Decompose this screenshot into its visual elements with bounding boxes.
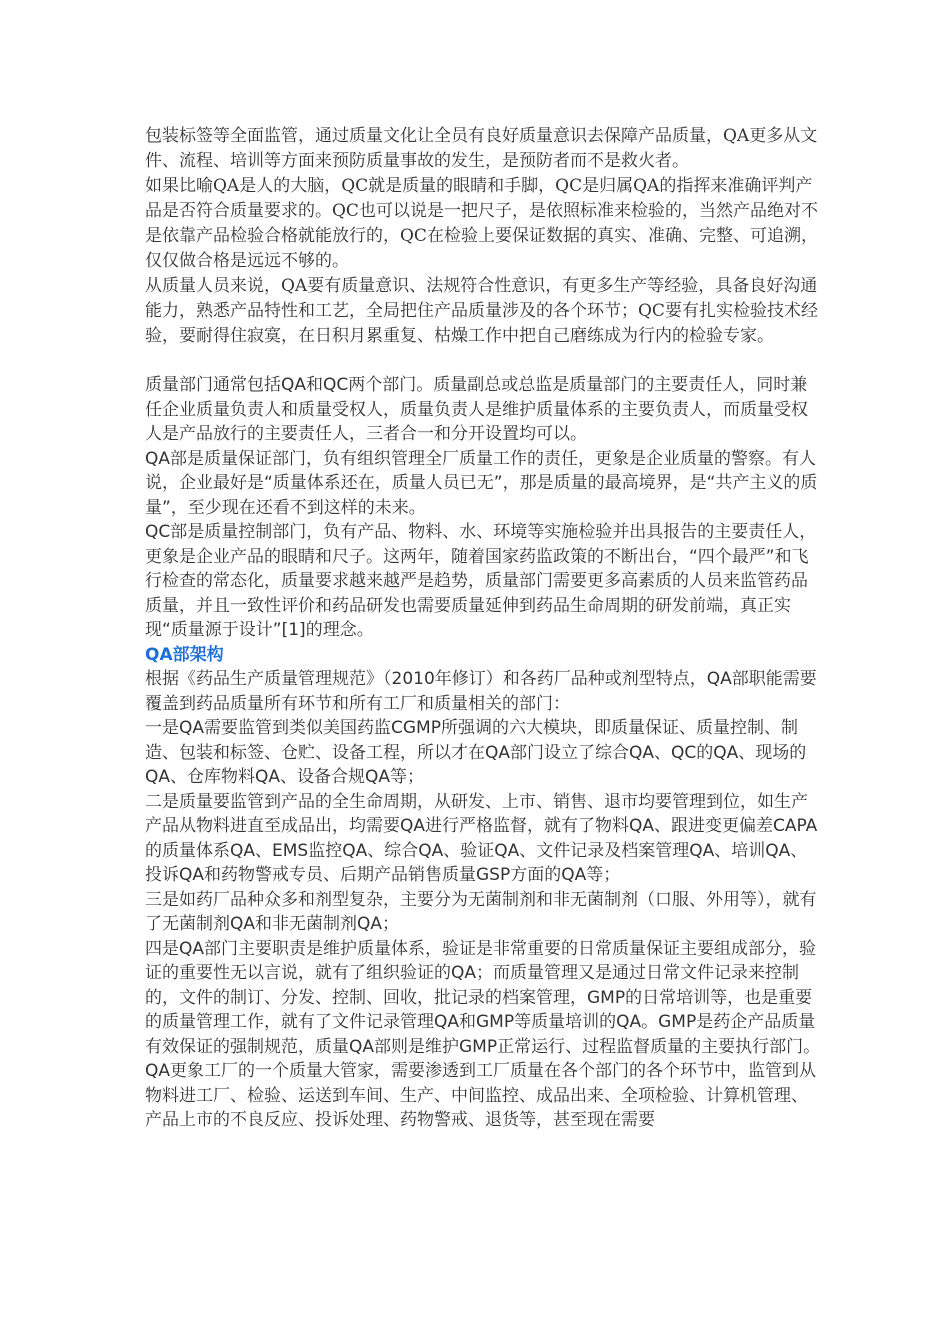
- departments-paragraph-1: 质量部门通常包括QA和QC两个部门。质量副总或总监是质量部门的主要责任人，同时兼任企业质量负责人和质量受权人，质量负责人是维护质量体系的主要负责人，而质量受权人是产品放行的主要责任人，三者合一和分开设置均可以。: [145, 375, 808, 444]
- intro-paragraph-2: 如果比喻QA是人的大脑，QC就是质量的眼睛和手脚，QC是归属QA的指挥来准确评判产品是否符合质量要求的。QC也可以说是一把尺子，是依照标准来检验的，当然产品绝对不是依靠产品检验合格就能放行的，QC在检验上要保证数据的真实、准确、完整、可追溯，仅仅做合格是远远不够的。: [145, 176, 818, 271]
- qa-paragraph-1: 根据《药品生产质量管理规范》（2010年修订）和各药厂品种或剂型特点，QA部职能需要覆盖到药品质量所有环节和所有工厂和质量相关的部门：: [145, 669, 817, 714]
- qa-structure-section: [145, 643, 822, 1133]
- qa-paragraph-4: 三是如药厂品种众多和剂型复杂，主要分为无菌制剂和非无菌制剂（口服、外用等），就有了无菌制剂QA和非无菌制剂QA；: [145, 889, 817, 934]
- departments-paragraph-2: QA部是质量保证部门，负有组织管理全厂质量工作的责任，更象是企业质量的警察。有人说，企业最好是“质量体系还在，质量人员已无”，那是质量的最高境界，是“共产主义的质量”，至少现在还看不到这样的未来。: [145, 448, 818, 518]
- qa-paragraph-6: QA更象工厂的一个质量大管家，需要渗透到工厂质量在各个部门的各个环节中，监管到从物料进工厂、检验、运送到车间、生产、中间监控、成品出来、全项检验、计算机管理、产品上市的不良反应、投诉处理、药物警戒、退货等，甚至现在需要: [145, 1061, 817, 1130]
- intro-paragraph-1: 包装标签等全面监管，通过质量文化让全员有良好质量意识去保障产品质量，QA更多从文件、流程、培训等方面来预防质量事故的发生，是预防者而不是救火者。: [145, 126, 818, 171]
- section-gap: [145, 349, 822, 373]
- qa-paragraph-5: 四是QA部门主要职责是维护质量体系，验证是非常重要的日常质量保证主要组成部分，验证的重要性无以言说，就有了组织验证的QA；而质量管理又是通过日常文件记录来控制的，文件的制订、分发、控制、回收，批记录的档案管理，GMP的日常培训等，也是重要的质量管理工作，就有了文件记录管理QA和GMP等质量培训的QA。GMP是药企产品质量有效保证的强制规范，质量QA部则是维护GMP正常运行、过程监督质量的主要执行部门。: [145, 938, 821, 1057]
- qa-paragraph-3: 二是质量要监管到产品的全生命周期，从研发、上市、销售、退市均要管理到位，如生产产品从物料进直至成品出，均需要QA进行严格监督，就有了物料QA、跟进变更偏差CAPA的质量体系QA、EMS监控QA、综合QA、验证QA、文件记录及档案管理QA、培训QA、投诉QA和药物警戒专员、后期产品销售质量GSP方面的QA等；: [145, 791, 818, 885]
- qa-paragraph-2: 一是QA需要监管到类似美国药监CGMP所强调的六大模块，即质量保证、质量控制、制造、包装和标签、仓贮、设备工程，所以才在QA部门设立了综合QA、QC的QA、现场的QA、仓库物料QA、设备合规QA等；: [145, 718, 807, 787]
- intro-paragraph-3: 从质量人员来说，QA要有质量意识、法规符合性意识，有更多生产等经验，具备良好沟通能力，熟悉产品特性和工艺，全局把住产品质量涉及的各个环节；QC要有扎实检验技术经验，要耐得住寂寞，在日积月累重复、枯燥工作中把自己磨练成为行内的检验专家。: [145, 276, 818, 346]
- intro-section: [145, 124, 822, 349]
- qa-structure-heading: QA部架构: [145, 644, 224, 665]
- departments-section: [145, 373, 822, 643]
- departments-paragraph-3: QC部是质量控制部门，负有产品、物料、水、环境等实施检验并出具报告的主要责任人，更象是企业产品的眼睛和尺子。这两年，随着国家药监政策的不断出台，“四个最严”和飞行检查的常态化，质量要求越来越严是趋势，质量部门需要更多高素质的人员来监管药品质量，并且一致性评价和药品研发也需要质量延伸到药品生命周期的研发前端，真正实现“质量源于设计”[1]的理念。: [145, 522, 817, 640]
